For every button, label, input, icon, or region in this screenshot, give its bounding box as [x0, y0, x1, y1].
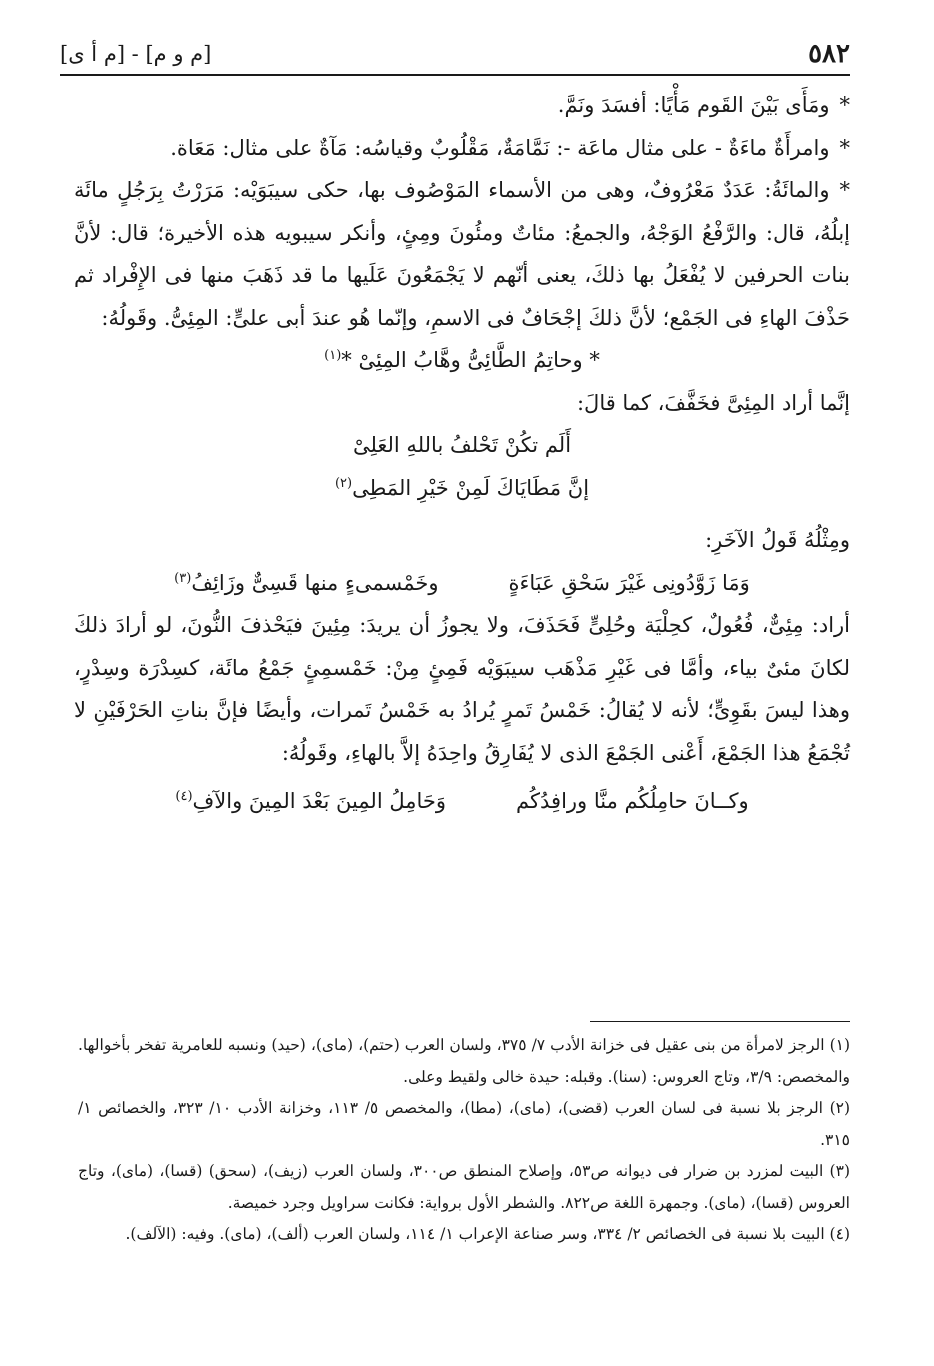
footnote-2: (٢) الرجز بلا نسبة فى لسان العرب (قضى)، (ماى)، (مطا)، والمخصص ٥/ ١١٣، وخزانة الأدب ١٠/ ٣٢٣، والخصائص ١/ ٣١٥. — [78, 1099, 851, 1149]
footnote-ref: (٣) — [174, 570, 192, 586]
verse-intro: إنَّما أراد المِئِىَّ فخَفَّفَ، كما قالَ: — [576, 390, 850, 415]
page-number: ٥٨٢ — [808, 39, 850, 69]
main-text — [74, 84, 850, 823]
entry-miah — [74, 169, 850, 339]
verse-3 — [74, 562, 850, 605]
verse-4 — [74, 780, 850, 823]
verse-2-line-2 — [74, 467, 850, 510]
entry-text: والمائَةُ: عَدَدٌ مَعْرُوفٌ، وهى من الأسماء المَوْصُوف بها، حكى سيبَوَيْه: مَرَرْتُ بِرَجُلٍ مائَة إبلُهُ، قال: والرَّفْعُ الوَجْهُ، والجمعُ: مئاتٌ ومئُونَ ومِئٍ، وأنكر سيبويه هذه الأخيرة؛ قال: لأنَّ بنات الحرفين لا يُفْعَلُ بها ذلكَ، يعنى أنّهم لا يَجْمَعُونَ عَلَيها ما قد ذَهَبَ منها فى الإِفْراد ثم حَذْفَ الهاءِ فى الجَمْع؛ لأنَّ ذلكَ إجْحَافٌ فى الاسمِ، وإنّما هُو عندَ أبى علىٍّ: المِئِىُّ. وقَولُهُ: — [74, 178, 850, 330]
footnote-divider — [590, 1021, 850, 1022]
hemistich-2: وَحَامِلُ المِينَ بَعْدَ المِينَ والآفِ$^{(٤)}$ — [175, 789, 447, 813]
footnote-3: (٣) البيت لمزرد بن ضرار فى ديوانه ص٥٣، وإصلاح المنطق ص٣٠٠، ولسان العرب (زيف)، (سحق) (قسا)، (ماى)، وتاج العروس (قسا)، (ماى). وجمهرة اللغة ص٨٢٢. والشطر الأول برواية: فكانت سراويل وجرد خميصة. — [78, 1162, 850, 1212]
footnotes — [78, 1030, 850, 1251]
entry-maah — [74, 127, 850, 170]
page-header — [60, 34, 850, 76]
entry-maay — [74, 84, 850, 127]
verse-text: * وحاتِمُ الطَّائِىُّ وهَّابُ المِئِىْ * — [341, 348, 600, 372]
verse-text: إنَّ مَطَايَاكَ لَمِنْ خَيْرِ المَطِى — [352, 475, 590, 500]
commentary-paragraph: أراد: مِئِىٌّ، فُعُولٌ، كحِلْيَة وحُلِىٍّ فَحَذَفَ، ولا يجوزُ أن يريدَ: مِئِينَ فيَحْذفَ النُّونَ، لو أرادَ ذلكَ لكانَ مئىٌ بياء، وأمَّا فى غَيْرِ مَذْهَب سيبَوَيْه فَمِئٍ مِنْ: خَمْسمِئٍ جَمْعُ مائَة، كسِدْرَة وسِدْرٍ، وهذا ليسَ بقَوِىٍّ؛ لأنه لا يُقالُ: خَمْسُ تَمرٍ يُرادُ به خَمْسُ تَمرات، وأيضًا فإنَّ بناتِ الحَرْفَيْنِ لا تُجْمَعُ هذا الجَمْعَ، أَعْنى الجَمْعَ الذى لا يُفَارِقُ واحِدَهُ إلاَّ بالهاءِ، وقَولُهُ: — [74, 613, 850, 765]
entry-star: * — [839, 93, 850, 117]
footnote-4: (٤) البيت بلا نسبة فى الخصائص ٢/ ٣٣٤، وسر صناعة الإعراب ١/ ١١٤، ولسان العرب (ألف)، (ماى). وفيه: (الآلف). — [125, 1225, 850, 1243]
hemistich-1: وَمَا زَوَّدُونِى غَيْرَ سَحْقِ عَبَاءَةٍ — [508, 570, 750, 595]
verse-intro: ومِثْلُهُ قَولُ الآخَرِ: — [705, 528, 850, 552]
verse-1 — [74, 339, 850, 382]
footnote-ref: (١) — [324, 348, 342, 363]
entry-star: * — [839, 178, 850, 202]
footnote-1: (١) الرجز لامرأة من بنى عقيل فى خزانة الأدب ٧/ ٣٧٥، ولسان العرب (حتم)، (ماى)، (حيد) ونسبه للعامرية تفخر بأخوالها. والمخصص: ٣/٩، وتاج العروس: (سنا). وقبله: حيدة خالى ولقيط وعلى. — [78, 1036, 851, 1086]
verse-2-line-1: أَلَم تكُنْ تَحْلفُ باللهِ العَلِىْ — [352, 433, 572, 457]
entry-text: ومَأَى بَيْنَ القَوم مَأْيًا: أفسَدَ ونَمَّ. — [557, 93, 830, 117]
footnote-ref: (٤) — [175, 789, 193, 804]
hemistich-2: وخَمْسمىءٍ منها قَسِىٌّ وزَائِفُ$^{(٣)}$ — [174, 570, 439, 595]
footnote-ref: (٢) — [334, 475, 353, 491]
hemistich-1: وكــانَ حامِلُكُم منَّا ورافِدُكُم — [516, 789, 749, 813]
entry-text: وامرأَةٌ ماءَةٌ - على مثال ماعَة -: نَمَّامَةٌ، مَقْلُوبٌ وقياسُه: مَآةٌ على مثال: مَعَاة. — [170, 135, 830, 160]
running-head: [م و م] - [م أ ى] — [60, 42, 212, 66]
entry-star: * — [839, 135, 850, 160]
